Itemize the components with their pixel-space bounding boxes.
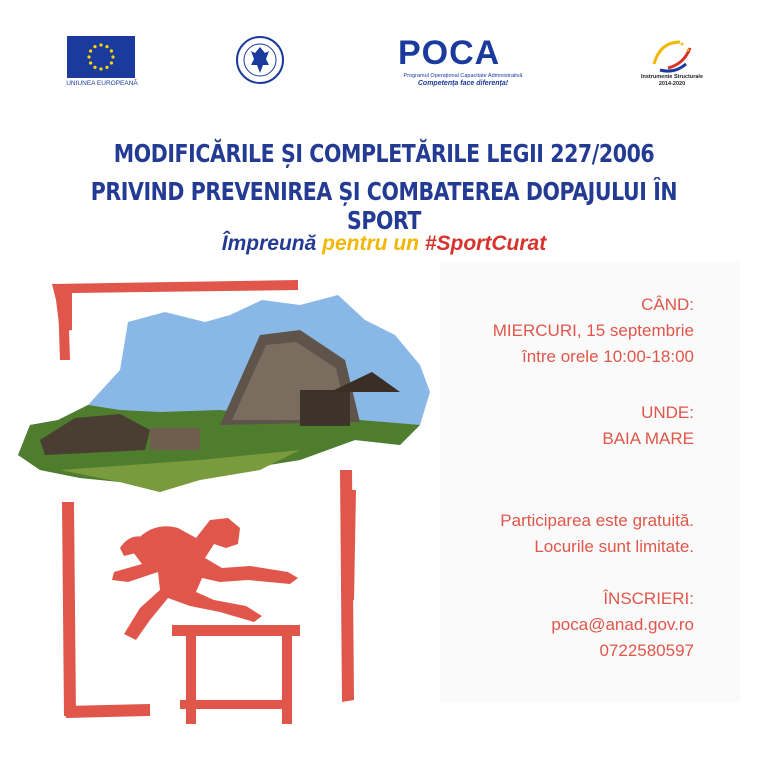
event-location: BAIA MARE [602,429,694,448]
is-caption: Instrumente Structurale 2014-2020 [640,74,704,87]
poca-logo [398,34,528,88]
where-label: UNDE: [641,403,694,422]
eu-caption: UNIUNEA EUROPEANĂ [66,80,138,87]
event-date: MIERCURI, 15 septembrie [492,321,694,340]
registration-label: ÎNSCRIERI: [603,589,694,608]
where-section [602,400,694,452]
eu-flag-logo [67,36,135,78]
poca-motto: Competența face diferența! [417,80,509,87]
slogan-part-2: pentru un [322,232,419,255]
registration-phone[interactable]: 0722580597 [599,641,694,660]
romanian-government-logo [235,35,285,85]
poca-program-caption: Programul Operațional Capacitate Administrativă [403,73,523,79]
limited-seats-note: Locurile sunt limitate. [534,537,694,556]
registration-section [551,586,694,664]
title-line-2: PRIVIND PREVENIREA ȘI COMBATEREA DOPAJULUI ÎN SPORT [90,177,678,235]
event-hours: între orele 10:00-18:00 [521,347,694,366]
when-label: CÂND: [641,295,694,314]
slogan-hashtag: #SportCurat [424,232,547,255]
village-photo-map [18,295,430,492]
instrumente-structurale-logo [640,34,704,92]
registration-email[interactable]: poca@anad.gov.ro [551,615,694,634]
when-section [493,292,694,370]
stars-arc-icon [640,34,704,74]
free-participation-note: Participarea este gratuită. [500,511,694,530]
poca-wordmark: POCA [398,34,501,72]
notes-section [500,508,694,560]
hurdler-figure [112,518,300,724]
illustration [0,262,440,732]
slogan-part-1: Împreună [221,232,317,255]
slogan [0,232,768,256]
title-line-1: MODIFICĂRILE ȘI COMPLETĂRILE LEGII 227/2006 [113,139,655,168]
